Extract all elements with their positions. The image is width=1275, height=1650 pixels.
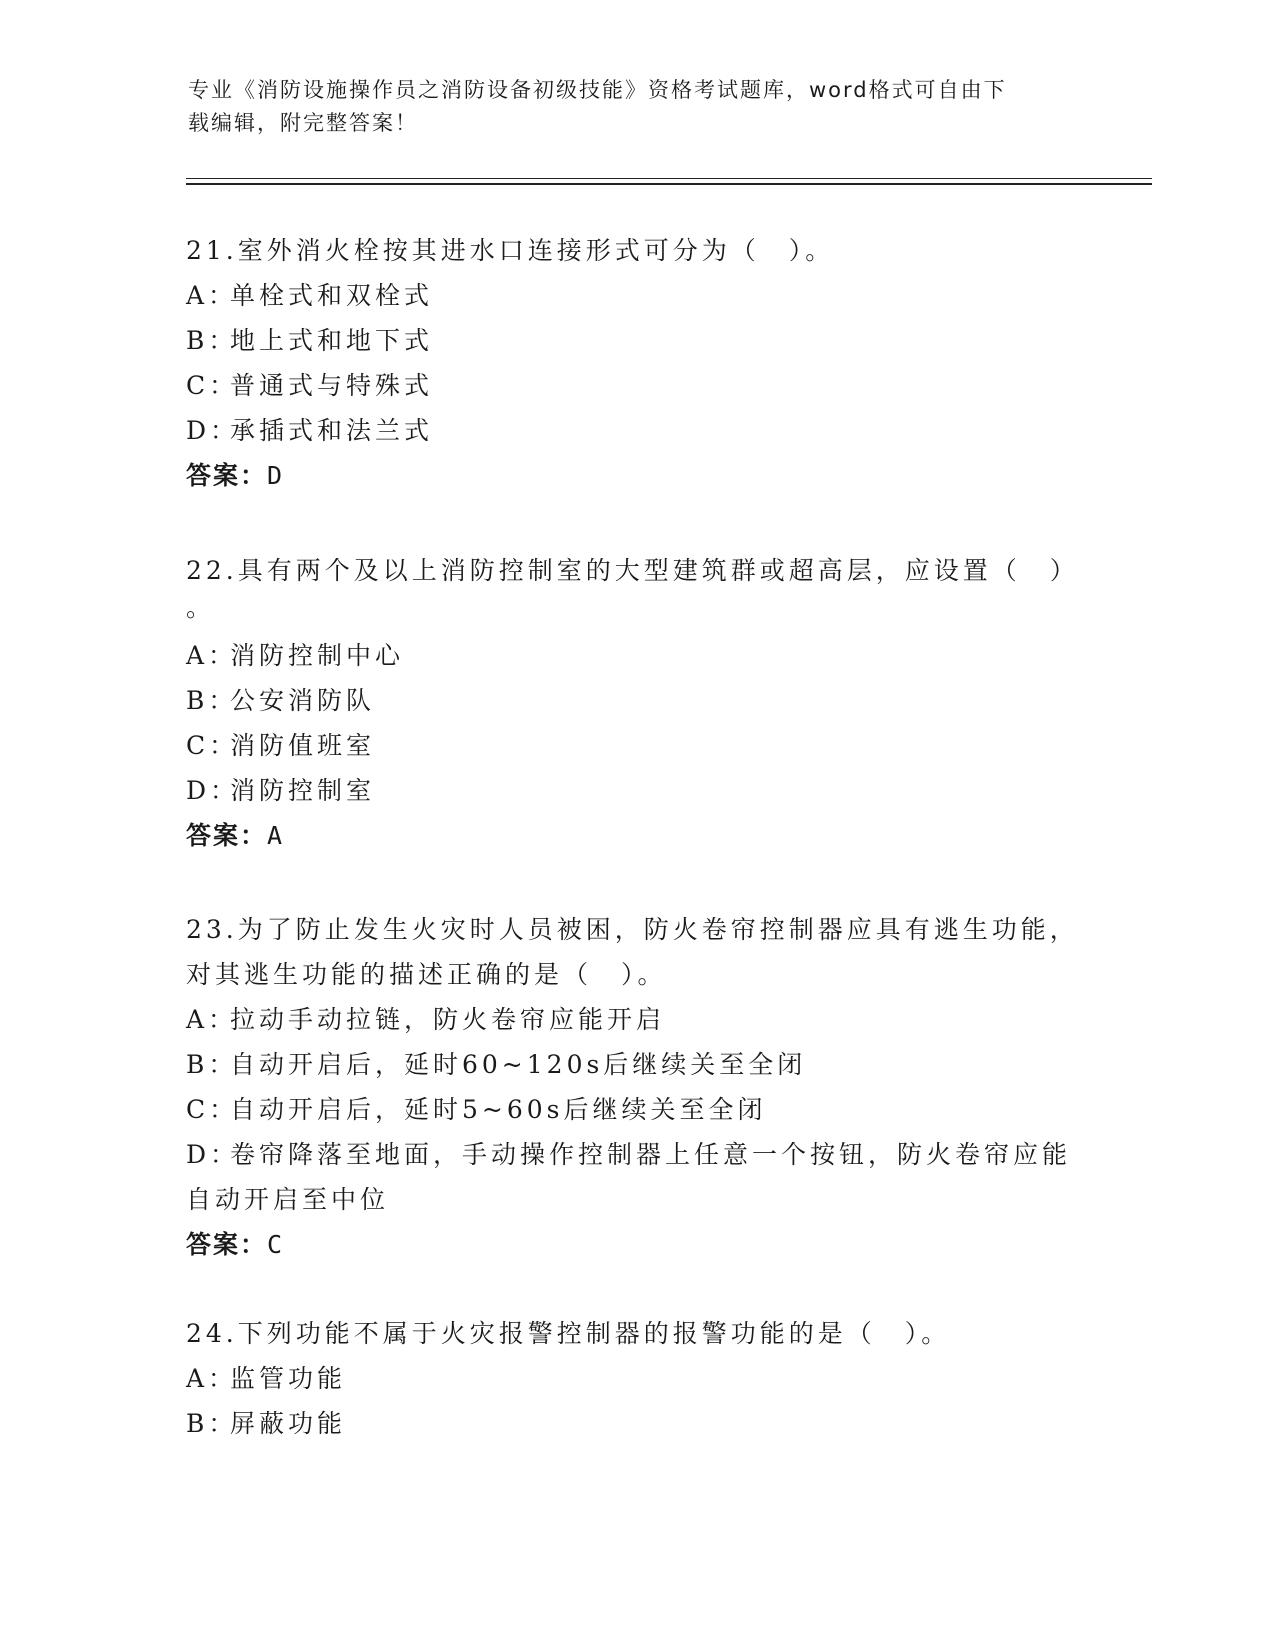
option-label: D： [186,776,240,805]
option-text: 自动开启后，延时5~60s后继续关至全闭 [230,1095,767,1124]
answer [186,453,1086,498]
question-21 [186,228,1086,498]
option-text: 卷帘降落至地面，手动操作控制器上任意一个按钮，防火卷帘应能 [230,1140,1072,1169]
option-b [186,678,1086,723]
header-divider-thick [186,183,1152,185]
question-stem: 22.具有两个及以上消防控制室的大型建筑群或超高层，应设置（ ） [186,556,1079,585]
option-label: A： [186,1005,238,1034]
option-text: 地上式和地下式 [230,326,434,355]
option-label: B： [186,326,238,355]
option-label: B： [186,686,238,715]
question-23 [186,907,1086,1267]
option-d-continued: 自动开启至中位 [186,1185,390,1214]
option-d [186,1132,1086,1177]
option-label: A： [186,641,238,670]
option-label: A： [186,281,238,310]
question-24 [186,1311,1086,1446]
option-c [186,1087,1086,1132]
option-a [186,1356,1086,1401]
answer-label: 答案： [186,821,268,850]
option-b [186,318,1086,363]
option-a [186,273,1086,318]
header-line-2: 载编辑，附完整答案！ [188,111,418,135]
document-header [188,74,1068,140]
question-stem-continued: 。 [186,593,216,622]
answer [186,1222,1086,1267]
option-label: C： [186,371,239,400]
option-text: 承插式和法兰式 [230,416,434,445]
option-a [186,997,1086,1042]
option-label: D： [186,416,240,445]
answer-value: D [267,461,285,490]
option-text: 自动开启后，延时60~120s后继续关至全闭 [230,1050,807,1079]
answer-label: 答案： [186,461,268,490]
option-label: C： [186,731,239,760]
question-22 [186,548,1086,858]
option-label: C： [186,1095,239,1124]
answer-value: C [267,1230,285,1259]
option-text: 消防值班室 [230,731,376,760]
question-stem-continued: 对其逃生功能的描述正确的是（ ）。 [186,960,667,989]
option-text: 屏蔽功能 [230,1409,347,1438]
option-d [186,768,1086,813]
option-c [186,723,1086,768]
option-b [186,1042,1086,1087]
question-stem: 21.室外消火栓按其进水口连接形式可分为（ ）。 [186,236,835,265]
option-label: B： [186,1050,238,1079]
option-d [186,408,1086,453]
option-text: 消防控制室 [230,776,376,805]
option-text: 拉动手动拉链，防火卷帘应能开启 [230,1005,666,1034]
option-text: 单栓式和双栓式 [230,281,434,310]
option-text: 监管功能 [230,1364,347,1393]
question-stem: 24.下列功能不属于火灾报警控制器的报警功能的是（ ）。 [186,1319,951,1348]
option-text: 普通式与特殊式 [230,371,434,400]
option-b [186,1401,1086,1446]
question-stem: 23.为了防止发生火灾时人员被困，防火卷帘控制器应具有逃生功能， [186,915,1079,944]
option-label: B： [186,1409,238,1438]
header-line-1: 专业《消防设施操作员之消防设备初级技能》资格考试题库，word格式可自由下 [188,78,1007,102]
option-label: D： [186,1140,240,1169]
option-text: 消防控制中心 [230,641,405,670]
answer-value: A [267,821,285,850]
option-c [186,363,1086,408]
answer-label: 答案： [186,1230,268,1259]
option-label: A： [186,1364,238,1393]
option-a [186,633,1086,678]
header-divider-thin [186,178,1152,179]
option-text: 公安消防队 [230,686,376,715]
answer [186,813,1086,858]
